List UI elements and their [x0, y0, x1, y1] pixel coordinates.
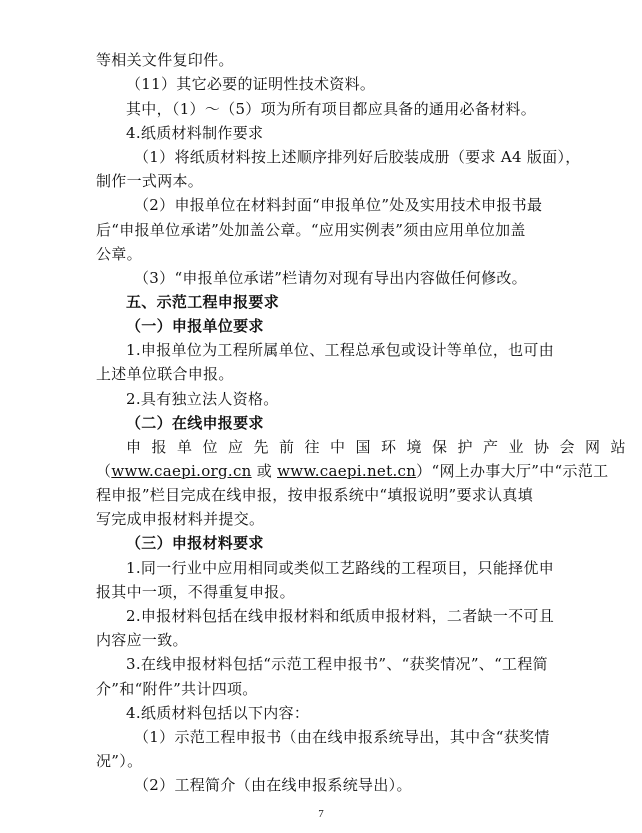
- text-fragment: （: [96, 462, 112, 480]
- text-line: （3）“申报单位承诺”栏请勿对现有导出内容做任何修改。: [134, 269, 527, 287]
- text-line: 介”和“附件”共计四项。: [96, 680, 258, 698]
- text-line: 报其中一项，不得重复申报。: [96, 583, 295, 601]
- subsection-heading: （二）在线申报要求: [126, 414, 264, 432]
- text-line: 1.申报单位为工程所属单位、工程总承包或设计等单位，也可由: [126, 341, 555, 359]
- text-line: （1）将纸质材料按上述顺序排列好后胶装成册（要求 A4 版面），: [134, 148, 581, 166]
- text-line: 制作一式两本。: [96, 172, 204, 190]
- text-fragment: 网上办事大厅”中“示范工: [439, 462, 609, 480]
- section-heading: 五、示范工程申报要求: [126, 293, 280, 311]
- text-line: 公章。: [96, 245, 142, 263]
- text-line: （2）工程简介（由在线申报系统导出）。: [134, 776, 412, 794]
- text-fragment: 或: [251, 462, 278, 480]
- text-line: 其中，（1）～（5）项为所有项目都应具备的通用必备材料。: [126, 100, 536, 118]
- text-line: 4.纸质材料包括以下内容：: [126, 704, 310, 722]
- section-subheading: 4.纸质材料制作要求: [126, 124, 264, 142]
- text-line: （2）申报单位在材料封面“申报单位”处及实用技术申报书最: [134, 196, 543, 214]
- text-line: （11）其它必要的证明性技术资料。: [126, 75, 376, 93]
- subsection-heading: （三）申报材料要求: [126, 534, 264, 552]
- text-line: 2.具有独立法人资格。: [126, 390, 279, 408]
- subsection-heading: （一）申报单位要求: [126, 317, 264, 335]
- text-line: 等相关文件复印件。: [96, 51, 234, 69]
- text-line: 3.在线申报材料包括“示范工程申报书”、“获奖情况”、“工程简: [126, 655, 548, 673]
- website-link[interactable]: www.caepi.net.cn: [277, 462, 417, 480]
- text-line: 况”）。: [96, 752, 143, 770]
- website-link[interactable]: www.caepi.org.cn: [111, 462, 252, 480]
- text-line: 1.同一行业中应用相同或类似工艺路线的工程项目，只能择优申: [126, 559, 555, 577]
- text-line: 2.申报材料包括在线申报材料和纸质申报材料，二者缺一不可且: [126, 607, 555, 625]
- text-line: 上述单位联合申报。: [96, 365, 234, 383]
- text-line: 申报单位应先前往中国环境保护产业协会网站: [126, 438, 637, 456]
- page-number: 7: [318, 808, 324, 820]
- text-line-with-urls: [96, 461, 609, 481]
- text-line: 写完成申报材料并提交。: [96, 510, 265, 528]
- text-line: 内容应一致。: [96, 631, 188, 649]
- text-fragment: ）“: [416, 462, 440, 480]
- text-line: 后“申报单位承诺”处加盖公章。“应用实例表”须由应用单位加盖: [96, 221, 526, 239]
- text-line: （1）示范工程申报书（由在线申报系统导出，其中含“获奖情: [134, 728, 550, 746]
- text-line: 程申报”栏目完成在线申报，按申报系统中“填报说明”要求认真填: [96, 486, 534, 504]
